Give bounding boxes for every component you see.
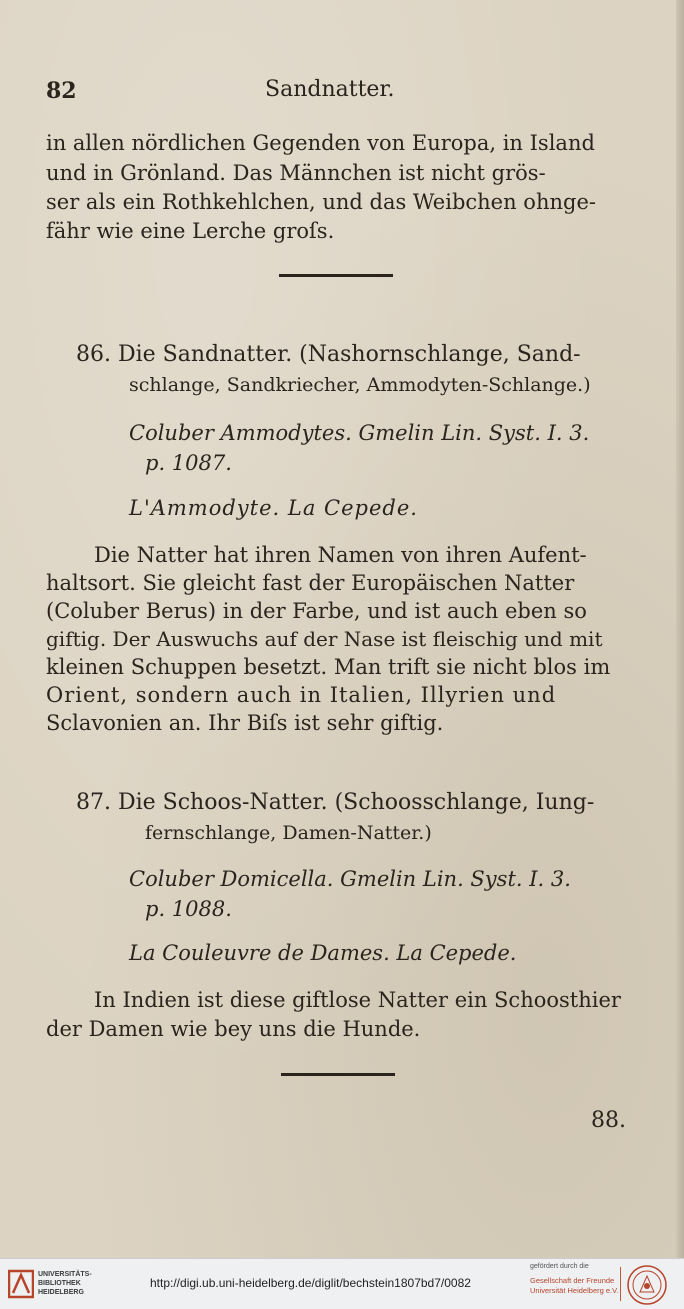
catchword: 88. [591,1108,626,1133]
entry86-body-line: Die Natter hat ihren Namen von ihren Aufent- [94,543,587,567]
library-name: UNIVERSITÄTS- BIBLIOTHEK HEIDELBERG [38,1271,92,1296]
viewer-footer [0,1258,684,1309]
entry87-body-line: In Indien ist diese giftlose Natter ein Schoosthier [94,988,621,1012]
intro-line-1: in allen nördlichen Gegenden von Europa, in Island [46,131,595,155]
permalink-url[interactable]: http://digi.ub.uni-heidelberg.de/diglit/bechstein1807bd7/0082 [150,1276,471,1290]
entry86-body-line: (Coluber Berus) in der Farbe, und ist auch eben so [46,599,587,623]
funded-by-label: gefördert durch die [530,1263,589,1270]
section-divider-2 [281,1073,395,1076]
university-seal-icon [626,1264,668,1306]
entry86-ref-cepede: L'Ammodyte. La Cepede. [129,496,418,520]
page-number: 82 [46,78,77,104]
entry87-heading-cont: fernschlange, Damen-Natter.) [145,822,432,844]
entry87-ref-cepede: La Couleuvre de Dames. La Cepede. [129,941,517,965]
intro-line-4: fähr wie eine Lerche groſs. [46,219,335,243]
entry86-body-line: Orient, sondern auch in Italien, Illyrien und [46,683,557,707]
footer-divider [620,1267,621,1301]
entry87-heading: 87. Die Schoos-Natter. (Schoosschlange, Iung- [76,790,595,815]
entry86-body-line: giftig. Der Auswuchs auf der Nase ist fleischig und mit [46,627,603,651]
library-logo-icon [8,1267,34,1301]
society-name: Gesellschaft der Freunde Universität Heidelberg e.V. [530,1276,619,1295]
entry87-ref-page: p. 1088. [145,897,232,921]
entry86-heading-cont: schlange, Sandkriecher, Ammodyten-Schlange.) [129,374,591,396]
entry86-body-line: kleinen Schuppen besetzt. Man trift sie nicht blos im [46,655,611,679]
entry87-ref-gmelin: Coluber Domicella. Gmelin Lin. Syst. I. 3. [129,867,571,891]
entry86-heading: 86. Die Sandnatter. (Nashornschlange, Sand- [76,342,581,367]
running-title: Sandnatter. [265,77,395,102]
entry86-ref-gmelin: Coluber Ammodytes. Gmelin Lin. Syst. I. 3. [129,421,590,445]
entry86-body-line: Sclavonien an. Ihr Biſs ist sehr giftig. [46,711,444,735]
section-divider-1 [279,274,393,277]
intro-line-3: ser als ein Rothkehlchen, und das Weibchen ohnge- [46,190,596,214]
intro-line-2: und in Grönland. Das Männchen ist nicht grös- [46,161,546,185]
entry86-ref-page: p. 1087. [145,451,232,475]
entry87-body-line: der Damen wie bey uns die Hunde. [46,1017,421,1041]
entry86-body-line: haltsort. Sie gleicht fast der Europäischen Natter [46,571,575,595]
